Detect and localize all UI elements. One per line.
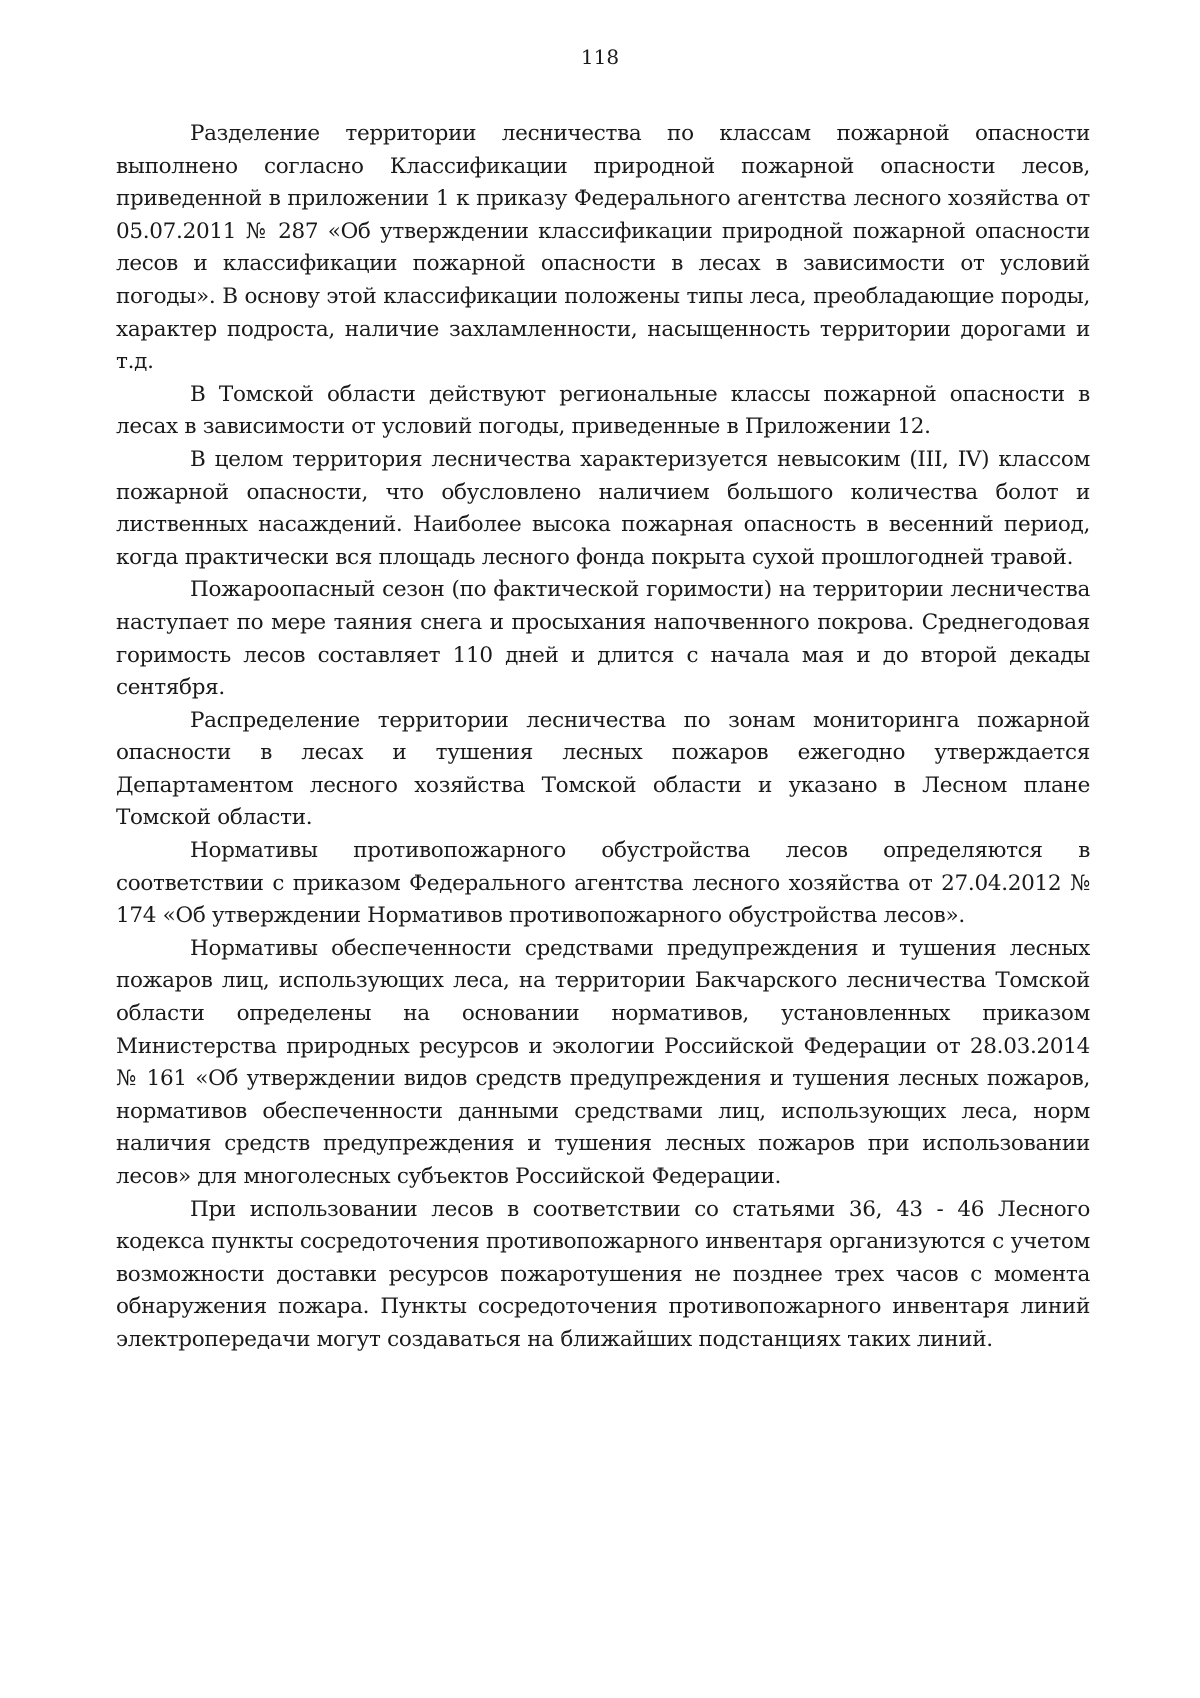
document-body [116,118,1090,1357]
paragraph-regional-classes: В Томской области действуют региональные классы пожарной опасности в лесах в зависимости от условий погоды, приведенные в Приложении 12. [116,381,1090,440]
page-number: 118 [580,45,620,69]
paragraph-fire-danger-classification: Разделение территории лесничества по классам пожарной опасности выполнено согласно Классификации природной пожарной опасности лесов, приведенной в приложении 1 к приказу Федерального агентства лесного хозяйства от 05.07.2011 № 287 «Об утверждении классификации природной пожарной опасности лесов и классификации пожарной опасности в лесах в зависимости от условий погоды». В основу этой классификации положены типы леса, преобладающие породы, характер подроста, наличие захламленности, насыщенность территории дорогами и т.д. [116,121,1090,375]
paragraph-territory-danger-class: В целом территория лесничества характеризуется невысоким (III, IV) классом пожарной опасности, что обусловлено наличием большого количества болот и лиственных насаждений. Наиболее высока пожарная опасность в весенний период, когда практически вся площадь лесного фонда покрыта сухой прошлогодней травой. [116,446,1090,570]
paragraph-fire-prevention-norms: Нормативы противопожарного обустройства лесов определяются в соответствии с приказом Федерального агентства лесного хозяйства от 27.04.2012 № 174 «Об утверждении Нормативов противопожарного обустройства лесов». [116,838,1090,929]
paragraph-equipment-norms: Нормативы обеспеченности средствами предупреждения и тушения лесных пожаров лиц, использующих леса, на территории Бакчарского лесничества Томской области определены на основании нормативов, установленных приказом Министерства природных ресурсов и экологии Российской Федерации от 28.03.2014 № 161 «Об утверждении видов средств предупреждения и тушения лесных пожаров, нормативов обеспеченности данными средствами лиц, использующих леса, норм наличия средств предупреждения и тушения лесных пожаров при использовании лесов» для многолесных субъектов Российской Федерации. [116,935,1090,1189]
paragraph-fire-season: Пожароопасный сезон (по фактической горимости) на территории лесничества наступает по мере таяния снега и просыхания напочвенного покрова. Среднегодовая горимость лесов составляет 110 дней и длится с начала мая и до второй декады сентября. [116,577,1090,701]
paragraph-equipment-points: При использовании лесов в соответствии со статьями 36, 43 - 46 Лесного кодекса пункты сосредоточения противопожарного инвентаря организуются с учетом возможности доставки ресурсов пожаротушения не позднее трех часов с момента обнаружения пожара. Пункты сосредоточения противопожарного инвентаря линий электропередачи могут создаваться на ближайших подстанциях таких линий. [116,1196,1090,1352]
paragraph-monitoring-zones: Распределение территории лесничества по зонам мониторинга пожарной опасности в лесах и тушения лесных пожаров ежегодно утверждается Департаментом лесного хозяйства Томской области и указано в Лесном плане Томской области. [116,707,1090,831]
